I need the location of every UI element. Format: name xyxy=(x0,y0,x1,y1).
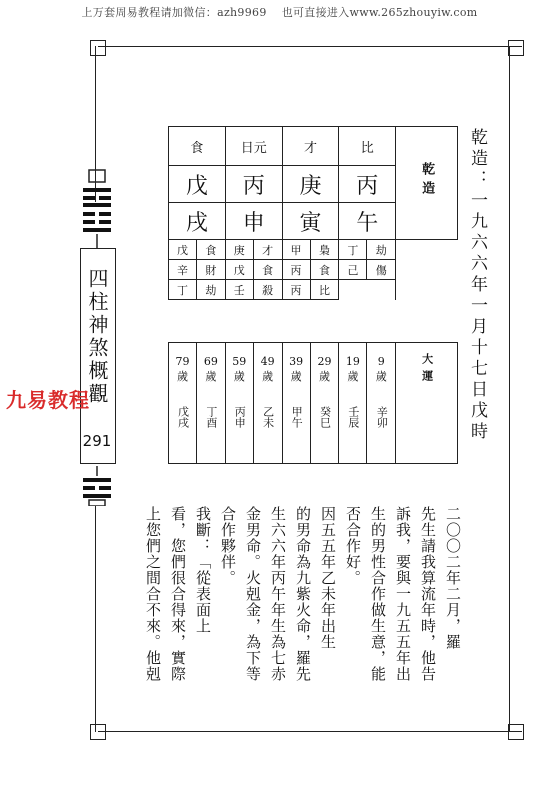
hidden-cell: 丙 xyxy=(282,280,310,300)
hidden-cell: 己 xyxy=(339,260,367,280)
body-line: 二〇〇二年二月，羅 xyxy=(444,506,462,650)
hidden-cell: 比 xyxy=(310,280,339,300)
body-line: 看，您們很合得來，實際 xyxy=(169,506,187,682)
empty-cell xyxy=(339,280,367,300)
bazi-chart-table xyxy=(168,126,458,300)
stem-cell: 戊 xyxy=(169,166,226,203)
body-line: 先生請我算流年時，他告 xyxy=(419,506,437,682)
dayun-cell: 69 歲 丁酉 xyxy=(196,343,225,464)
dayun-cell: 49 歲 乙未 xyxy=(253,343,282,464)
branch-cell: 戌 xyxy=(169,203,226,240)
corner-ornament-bottom-right xyxy=(508,724,524,740)
hidden-cell: 殺 xyxy=(253,280,282,300)
empty-cell xyxy=(367,280,396,300)
stem-cell: 丙 xyxy=(339,166,396,203)
frame-top-rule xyxy=(98,46,522,47)
frame-bottom-rule xyxy=(98,731,522,732)
dayun-cell: 19 歲 壬辰 xyxy=(339,343,367,464)
hidden-cell: 戊 xyxy=(169,240,197,260)
dayun-cell: 59 歲 丙申 xyxy=(225,343,253,464)
trigram-ornament-upper-2 xyxy=(80,210,114,250)
ten-gods-row xyxy=(169,127,458,166)
empty-cell xyxy=(396,240,458,300)
body-line: 訴我，要與一九五五年出 xyxy=(394,506,412,682)
dayun-cell: 29 歲 癸巳 xyxy=(310,343,339,464)
stem-cell: 庚 xyxy=(282,166,339,203)
god-cell: 日元 xyxy=(225,127,282,166)
hidden-stems-row xyxy=(169,240,458,260)
body-line: 我斷：「從表面上 xyxy=(194,506,212,634)
hidden-cell: 食 xyxy=(310,260,339,280)
hidden-cell: 壬 xyxy=(225,280,253,300)
body-text xyxy=(140,506,465,718)
body-line: 生六六年丙午年生為七赤 xyxy=(269,506,287,682)
hidden-cell: 食 xyxy=(196,240,225,260)
body-line: 因五五年乙未年出生 xyxy=(319,506,337,650)
dayun-cell: 39 歲 甲午 xyxy=(282,343,310,464)
corner-ornament-top-left xyxy=(90,40,106,56)
hidden-cell: 丁 xyxy=(169,280,197,300)
body-line: 合作夥伴。 xyxy=(219,506,237,586)
dayun-cell: 79 歲 戊戌 xyxy=(169,343,197,464)
stem-cell: 丙 xyxy=(225,166,282,203)
dayun-row xyxy=(169,343,458,464)
hidden-cell: 辛 xyxy=(169,260,197,280)
page-number: 291 xyxy=(82,432,112,450)
site-logo-watermark: 九易教程 xyxy=(6,388,90,412)
watermark-text: 上万套周易教程请加微信：azh9969 也可直接进入www.265zhouyiw.com xyxy=(81,6,478,19)
book-title: 四柱神煞概觀 xyxy=(85,268,109,406)
trigram-ornament-upper xyxy=(80,168,114,208)
hidden-cell: 傷 xyxy=(367,260,396,280)
body-line: 上您們之間合不來。他剋 xyxy=(144,506,162,682)
hidden-cell: 梟 xyxy=(310,240,339,260)
hidden-cell: 甲 xyxy=(282,240,310,260)
dayun-side-label: 大運 xyxy=(396,343,458,464)
hidden-cell: 食 xyxy=(253,260,282,280)
branch-cell: 申 xyxy=(225,203,282,240)
spine-line-lower xyxy=(95,506,96,732)
hidden-cell: 戊 xyxy=(225,260,253,280)
corner-ornament-bottom-left xyxy=(90,724,106,740)
hidden-cell: 丁 xyxy=(339,240,367,260)
body-line: 金男命。火剋金，為下等 xyxy=(244,506,262,682)
hidden-cell: 劫 xyxy=(196,280,225,300)
frame-right-rule xyxy=(509,46,510,732)
hidden-cell: 庚 xyxy=(225,240,253,260)
god-cell: 才 xyxy=(282,127,339,166)
body-line: 的男命為九紫火命，羅先 xyxy=(294,506,312,682)
chart-birth-label: 乾造：一九六六年一月十七日戊時 xyxy=(467,128,487,443)
god-cell: 比 xyxy=(339,127,396,166)
body-line: 生的男性合作做生意，能 xyxy=(369,506,387,682)
hidden-cell: 財 xyxy=(196,260,225,280)
hidden-cell: 丙 xyxy=(282,260,310,280)
body-line: 否合作好。 xyxy=(344,506,362,586)
branch-cell: 午 xyxy=(339,203,396,240)
branch-cell: 寅 xyxy=(282,203,339,240)
dayun-table xyxy=(168,342,458,464)
dayun-cell: 9 歲 辛卯 xyxy=(367,343,396,464)
hidden-cell: 劫 xyxy=(367,240,396,260)
god-cell: 食 xyxy=(169,127,226,166)
hidden-cell: 才 xyxy=(253,240,282,260)
trigram-ornament-lower xyxy=(80,466,114,506)
corner-ornament-top-right xyxy=(508,40,524,56)
chart-side-label: 乾造 xyxy=(396,127,458,240)
